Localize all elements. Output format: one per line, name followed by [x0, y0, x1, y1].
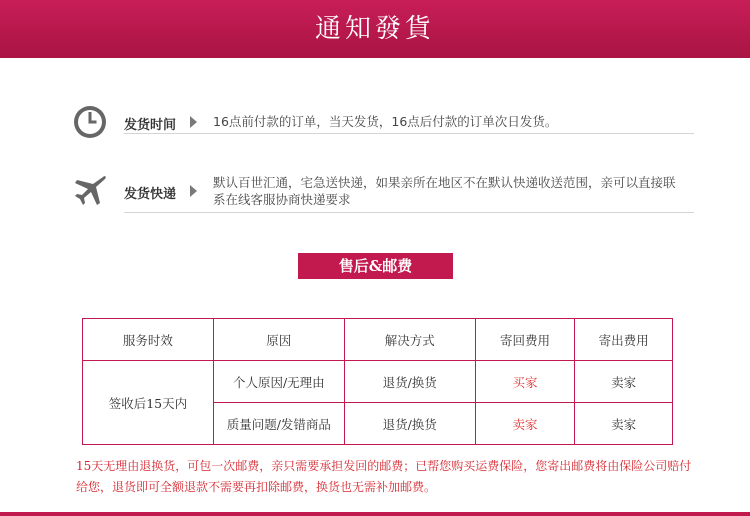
table-header: 服务时效 [83, 319, 214, 361]
bottom-divider [0, 512, 750, 516]
return-fee-cell: 买家 [475, 361, 575, 403]
arrow-right-icon [190, 185, 197, 197]
divider [124, 212, 694, 213]
send-fee-cell: 卖家 [575, 361, 673, 403]
shipping-courier-text: 默认百世汇通，宅急送快递，如果亲所在地区不在默认快递收送范围，亲可以直接联系在线客服协商快递要求 [213, 175, 676, 207]
clock-icon [72, 104, 108, 140]
section-heading: 售后&邮费 [298, 253, 453, 279]
return-fee-cell: 卖家 [475, 403, 575, 445]
policy-footnote: 15天无理由退换货，可包一次邮费，亲只需要承担发回的邮费；已帮您购买运费保险，您寄出邮费将由保险公司赔付给您，退货即可全额退款不需要再扣除邮费，换货也无需补加邮费。 [76, 459, 692, 494]
table-header: 解决方式 [344, 319, 475, 361]
banner-title: 通知發貨 [314, 14, 435, 44]
arrow-right-icon [190, 116, 197, 128]
divider [124, 133, 694, 134]
airplane-icon [72, 172, 108, 208]
shipping-time-row [72, 104, 694, 134]
send-fee-cell: 卖家 [575, 403, 673, 445]
table-header-row [83, 319, 673, 361]
after-sales-table [82, 318, 673, 445]
shipping-time-label: 发货时间 [124, 118, 177, 133]
solution-cell: 退货/换货 [344, 361, 475, 403]
table-header: 原因 [213, 319, 344, 361]
table-header: 寄出费用 [575, 319, 673, 361]
solution-cell: 退货/换货 [344, 403, 475, 445]
service-period-cell: 签收后15天内 [83, 361, 214, 445]
shipping-courier-row [72, 172, 694, 214]
table-row [83, 361, 673, 403]
header-banner [0, 0, 750, 58]
table-header: 寄回费用 [475, 319, 575, 361]
shipping-time-text: 16点前付款的订单，当天发货，16点后付款的订单次日发货。 [213, 114, 558, 129]
reason-cell: 个人原因/无理由 [213, 361, 344, 403]
shipping-courier-label: 发货快递 [124, 187, 177, 202]
reason-cell: 质量问题/发错商品 [213, 403, 344, 445]
